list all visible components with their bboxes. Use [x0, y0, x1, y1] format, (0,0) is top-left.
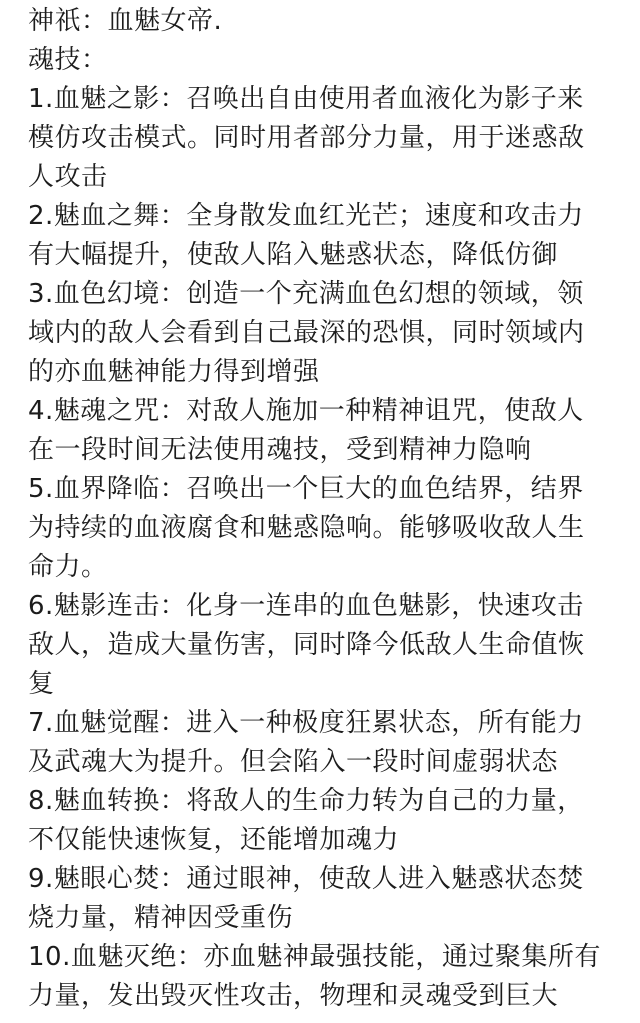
soul-skills-heading: 魂技：	[28, 45, 108, 75]
document-body	[28, 2, 628, 1016]
skill-2-line-2: 有大幅提升，使敌人陷入魅惑状态，降低仿御	[28, 240, 559, 270]
skill-5-line-3: 命力。	[28, 552, 108, 582]
skill-4-line-2: 在一段时间无法使用魂技，受到精神力隐响	[28, 435, 532, 465]
skill-2-line-1: 2.魅血之舞：全身散发血红光芒；速度和攻击力	[28, 201, 584, 231]
skill-9-line-2: 烧力量，精神因受重伤	[28, 903, 294, 933]
skill-10-line-2: 力量，发出毁灭性攻击，物理和灵魂受到巨大	[28, 981, 559, 1011]
skill-3-line-3: 的亦血魅神能力得到增强	[28, 357, 320, 387]
skill-3-line-2: 域内的敌人会看到自己最深的恐惧，同时领域内	[28, 318, 585, 348]
skill-10-line-1: 10.血魅灭绝：亦血魅神最强技能，通过聚集所有	[28, 942, 601, 972]
skill-1-line-2: 模仿攻击模式。同时用者部分力量，用于迷惑敌	[28, 123, 585, 153]
skill-1-line-3: 人攻击	[28, 162, 108, 192]
skill-8-line-2: 不仅能快速恢复，还能增加魂力	[28, 825, 400, 855]
skill-6-line-1: 6.魅影连击：化身一连串的血色魅影，快速攻击	[28, 591, 584, 621]
deity-title-line: 神祇：血魅女帝.	[28, 6, 223, 36]
skill-4-line-1: 4.魅魂之咒：对敌人施加一种精神诅咒，使敌人	[28, 396, 584, 426]
skill-7-line-1: 7.血魅觉醒：进入一种极度狂累状态，所有能力	[28, 708, 584, 738]
skill-3-line-1: 3.血色幻境：创造一个充满血色幻想的领域，领	[28, 279, 584, 309]
skill-6-line-2: 敌人，造成大量伤害，同时降今低敌人生命值恢	[28, 630, 585, 660]
skill-5-line-1: 5.血界降临：召唤出一个巨大的血色结界，结界	[28, 474, 584, 504]
skill-9-line-1: 9.魅眼心焚：通过眼神，使敌人进入魅惑状态焚	[28, 864, 584, 894]
skill-7-line-2: 及武魂大为提升。但会陷入一段时间虚弱状态	[28, 747, 559, 777]
skill-1-line-1: 1.血魅之影：召唤出自由使用者血液化为影子来	[28, 84, 584, 114]
skill-5-line-2: 为持续的血液腐食和魅惑隐响。能够吸收敌人生	[28, 513, 585, 543]
skill-6-line-3: 复	[28, 669, 55, 699]
skill-8-line-1: 8.魅血转换：将敌人的生命力转为自己的力量，	[28, 786, 584, 816]
